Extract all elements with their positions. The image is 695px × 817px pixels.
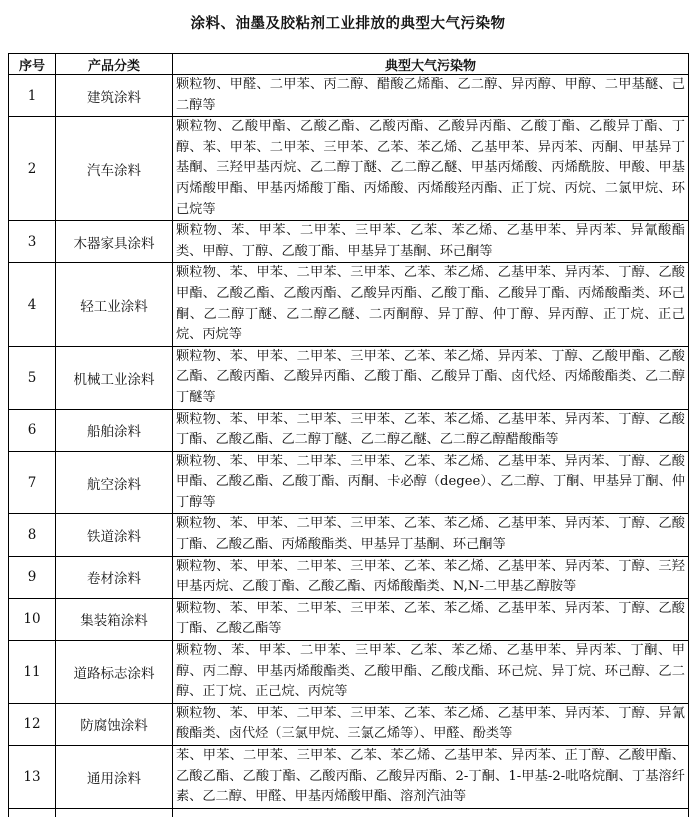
row-category: 通用涂料 (56, 746, 173, 809)
row-category: 防腐蚀涂料 (56, 703, 173, 745)
partial-cell (173, 808, 689, 817)
row-category: 轻工业涂料 (56, 263, 173, 346)
row-pollutants: 颗粒物、甲醛、二甲苯、丙二醇、醋酸乙烯酯、乙二醇、异丙醇、甲醇、二甲基醚、己二醇等 (173, 75, 689, 117)
row-number: 6 (9, 409, 56, 451)
row-number: 4 (9, 263, 56, 346)
row-pollutants: 颗粒物、苯、甲苯、二甲苯、三甲苯、乙苯、苯乙烯、乙基甲苯、异丙苯、丁醇、异氰酸酯类、卤代烃（三氯甲烷、三氯乙烯等）、甲醛、酚类等 (173, 703, 689, 745)
row-number: 7 (9, 451, 56, 514)
header-cell-pol: 典型大气污染物 (173, 54, 689, 75)
row-category: 集装箱涂料 (56, 598, 173, 640)
row-category: 航空涂料 (56, 451, 173, 514)
table-row (9, 409, 689, 451)
row-pollutants: 颗粒物、苯、甲苯、二甲苯、三甲苯、乙苯、苯乙烯、乙基甲苯、异丙苯、丁醇、乙酸丁酯、乙酸乙酯等 (173, 598, 689, 640)
table-row (9, 703, 689, 745)
table-row (9, 221, 689, 263)
row-pollutants: 颗粒物、苯、甲苯、二甲苯、三甲苯、乙苯、苯乙烯、乙基甲苯、异丙苯、丁醇、乙酸丁酯、乙酸乙酯、丙烯酸酯类、甲基异丁基酮、环己酮等 (173, 514, 689, 556)
row-category: 木器家具涂料 (56, 221, 173, 263)
partial-cell (56, 808, 173, 817)
row-pollutants: 苯、甲苯、二甲苯、三甲苯、乙苯、苯乙烯、乙基甲苯、异丙苯、正丁醇、乙酸甲酯、乙酸乙酯、乙酸丁酯、乙酸丙酯、乙酸异丙酯、2-丁酮、1-甲基-2-吡咯烷酮、丁基溶纤素、乙二醇、甲醛、甲基丙烯酸甲酯、溶剂汽油等 (173, 746, 689, 809)
table-row (9, 598, 689, 640)
header-cell-no: 序号 (9, 54, 56, 75)
row-category: 道路标志涂料 (56, 641, 173, 704)
row-pollutants: 颗粒物、苯、甲苯、二甲苯、三甲苯、乙苯、苯乙烯、乙基甲苯、异丙苯、丁醇、乙酸甲酯、乙酸乙酯、乙酸丙酯、乙酸异丙酯、乙酸丁酯、乙酸异丁酯、丙烯酸酯类、环己酮、乙二醇丁醚、乙二醇乙醚、二丙酮醇、异丁醇、仲丁醇、异丙醇、正丁烷、正己烷、丙烷等 (173, 263, 689, 346)
row-number: 11 (9, 641, 56, 704)
row-pollutants: 颗粒物、苯、甲苯、二甲苯、三甲苯、乙苯、苯乙烯、乙基甲苯、异丙苯、丁醇、三羟甲基丙烷、乙酸丁酯、乙酸乙酯、丙烯酸酯类、N,N-二甲基乙醇胺等 (173, 556, 689, 598)
table-row (9, 451, 689, 514)
table-row (9, 746, 689, 809)
pollutant-table-body (9, 75, 689, 817)
row-category: 卷材涂料 (56, 556, 173, 598)
partial-next-row (9, 808, 689, 817)
table-row (9, 556, 689, 598)
table-row (9, 514, 689, 556)
header-cell-cat: 产品分类 (56, 54, 173, 75)
pollutant-table (8, 53, 689, 817)
row-pollutants: 颗粒物、苯、甲苯、二甲苯、三甲苯、乙苯、苯乙烯、乙基甲苯、异丙苯、丁醇、乙酸丁酯、乙酸乙酯、乙二醇丁醚、乙二醇乙醚、乙二醇乙醇醋酸酯等 (173, 409, 689, 451)
table-row (9, 346, 689, 409)
table-header (9, 54, 689, 75)
row-category: 船舶涂料 (56, 409, 173, 451)
table-row (9, 117, 689, 221)
row-pollutants: 颗粒物、乙酸甲酯、乙酸乙酯、乙酸丙酯、乙酸异丙酯、乙酸丁酯、乙酸异丁酯、丁醇、苯、甲苯、二甲苯、三甲苯、乙苯、苯乙烯、乙基甲苯、异丙苯、丙酮、甲基异丁基酮、三羟甲基丙烷、乙二醇丁醚、乙二醇乙醚、甲基丙烯酸、丙烯酰胺、甲酸、甲基丙烯酸甲酯、甲基丙烯酸丁酯、丙烯酸、丙烯酸羟丙酯、正丁烷、丙烷、二氯甲烷、环己烷等 (173, 117, 689, 221)
row-pollutants: 颗粒物、苯、甲苯、二甲苯、三甲苯、乙苯、苯乙烯、乙基甲苯、异丙苯、异氰酸酯类、甲醇、丁醇、乙酸丁酯、甲基异丁基酮、环己酮等 (173, 221, 689, 263)
row-pollutants: 颗粒物、苯、甲苯、二甲苯、三甲苯、乙苯、苯乙烯、乙基甲苯、异丙苯、丁酮、甲醇、丙二醇、甲基丙烯酸酯类、乙酸甲酯、乙酸戊酯、环己烷、异丁烷、环己醇、乙二醇、正丁烷、正己烷、丙烷等 (173, 641, 689, 704)
partial-cell (9, 808, 56, 817)
row-number: 9 (9, 556, 56, 598)
row-pollutants: 颗粒物、苯、甲苯、二甲苯、三甲苯、乙苯、苯乙烯、异丙苯、丁醇、乙酸甲酯、乙酸乙酯、乙酸丙酯、乙酸异丙酯、乙酸丁酯、乙酸异丁酯、卤代烃、丙烯酸酯类、乙二醇丁醚等 (173, 346, 689, 409)
row-number: 5 (9, 346, 56, 409)
row-number: 13 (9, 746, 56, 809)
page-title: 涂料、油墨及胶粘剂工业排放的典型大气污染物 (8, 6, 688, 33)
row-number: 8 (9, 514, 56, 556)
row-category: 建筑涂料 (56, 75, 173, 117)
row-category: 机械工业涂料 (56, 346, 173, 409)
table-row (9, 263, 689, 346)
row-number: 2 (9, 117, 56, 221)
row-number: 10 (9, 598, 56, 640)
row-number: 1 (9, 75, 56, 117)
header-row (9, 54, 689, 75)
row-number: 3 (9, 221, 56, 263)
row-category: 铁道涂料 (56, 514, 173, 556)
row-pollutants: 颗粒物、苯、甲苯、二甲苯、三甲苯、乙苯、苯乙烯、乙基甲苯、异丙苯、丁醇、乙酸甲酯、乙酸乙酯、乙酸丁酯、丙酮、卡必醇（degee）、乙二醇、丁酮、甲基异丁酮、仲丁醇等 (173, 451, 689, 514)
table-row (9, 641, 689, 704)
row-category: 汽车涂料 (56, 117, 173, 221)
row-number: 12 (9, 703, 56, 745)
table-row (9, 75, 689, 117)
